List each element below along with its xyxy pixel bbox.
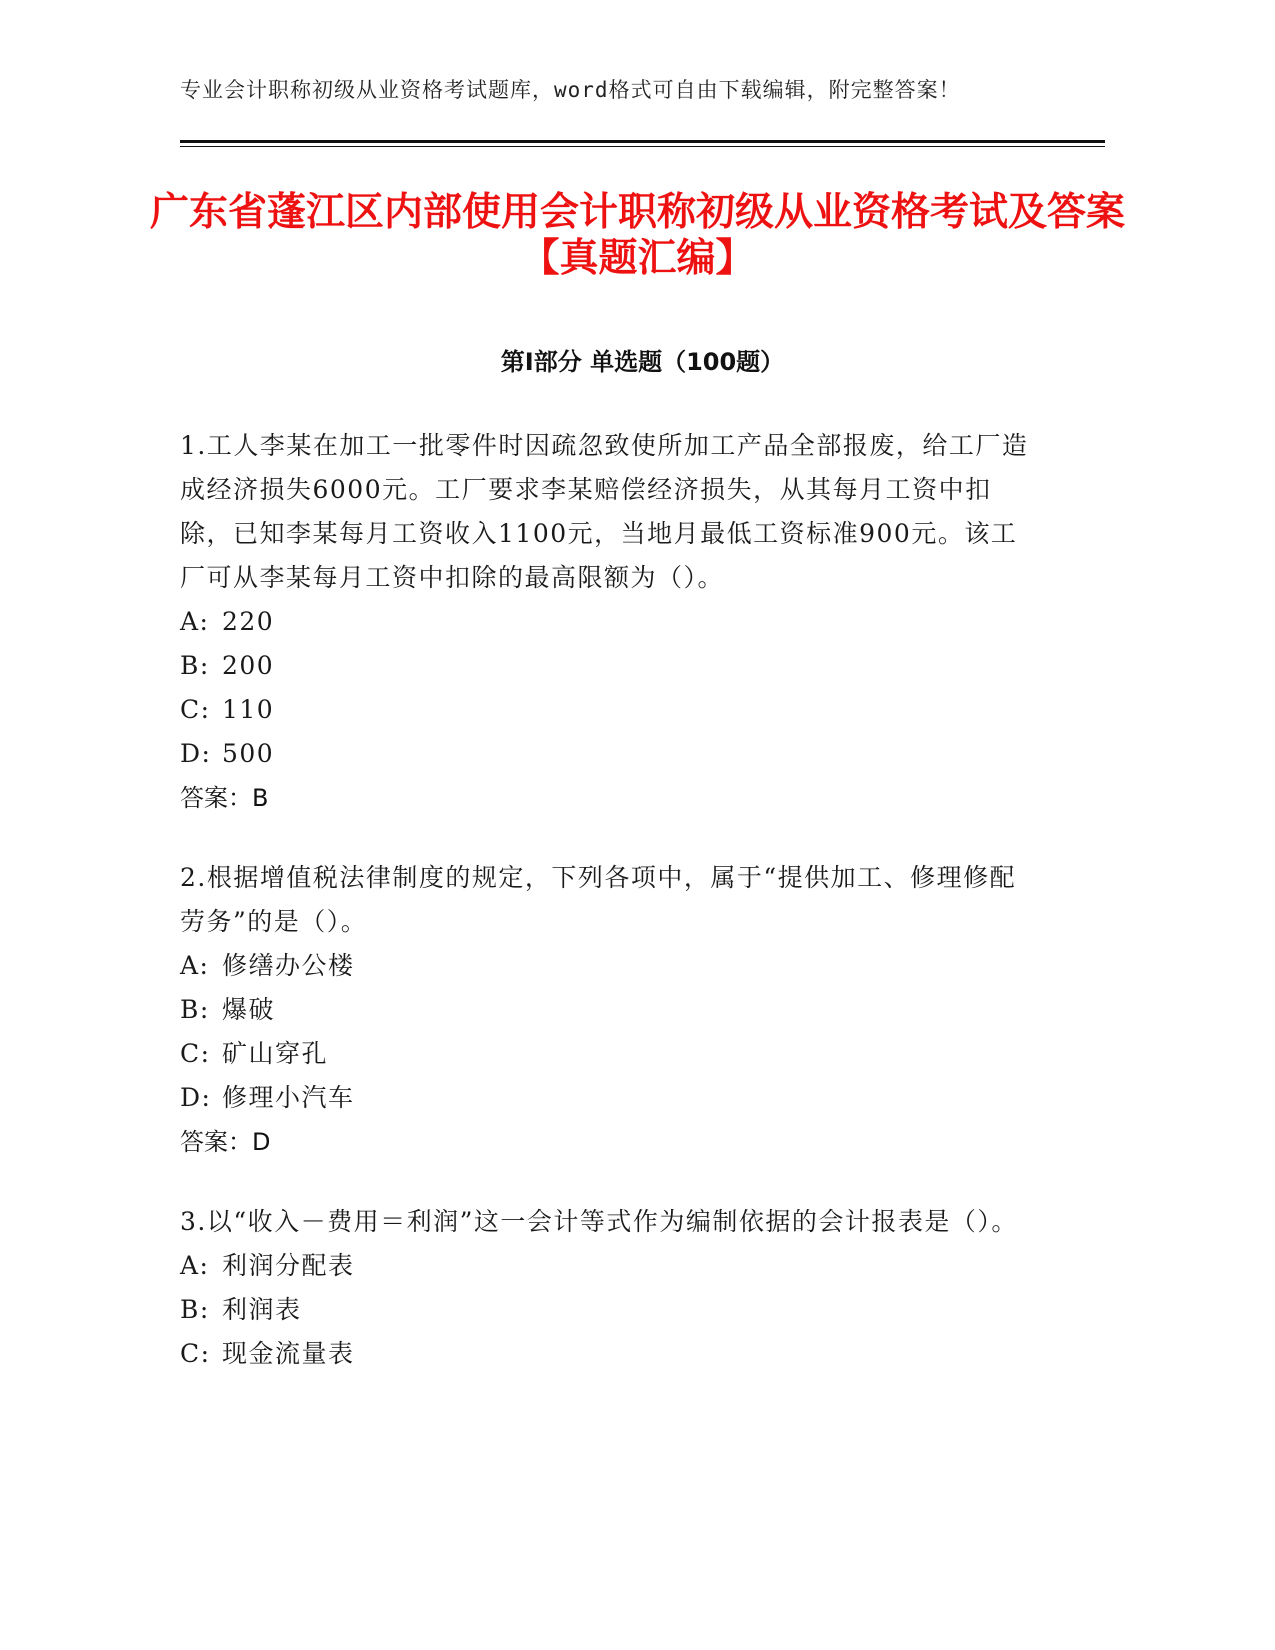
- option-d: [180, 732, 1030, 776]
- option-text: 220: [222, 607, 275, 636]
- option-c: [180, 688, 1030, 732]
- question-stem: 3.以“收入－费用＝利润”这一会计等式作为编制依据的会计报表是（）。: [180, 1207, 1018, 1236]
- option-c: [180, 1332, 1030, 1376]
- option-text: 200: [222, 651, 275, 680]
- option-key: C:: [180, 1039, 211, 1068]
- question-3: [180, 1200, 1030, 1376]
- header-rule-thick: [180, 140, 1105, 143]
- option-text: 现金流量表: [222, 1339, 355, 1368]
- option-text: 110: [222, 695, 275, 724]
- question-list: [180, 424, 1030, 1412]
- question-2: [180, 856, 1030, 1164]
- option-key: B:: [180, 651, 210, 680]
- option-b: [180, 644, 1030, 688]
- option-text: 利润分配表: [222, 1251, 355, 1280]
- option-key: A:: [180, 1251, 210, 1280]
- option-c: [180, 1032, 1030, 1076]
- option-key: A:: [180, 951, 210, 980]
- option-text: 爆破: [222, 995, 276, 1024]
- option-key: C:: [180, 1339, 211, 1368]
- option-a: [180, 1244, 1030, 1288]
- option-d: [180, 1076, 1030, 1120]
- option-key: C:: [180, 695, 211, 724]
- question-1: [180, 424, 1030, 820]
- document-title: 广东省蓬江区内部使用会计职称初级从业资格考试及答案【真题汇编】: [150, 190, 1126, 281]
- option-key: B:: [180, 1295, 210, 1324]
- option-a: [180, 944, 1030, 988]
- option-key: A:: [180, 607, 210, 636]
- option-text: 500: [222, 739, 275, 768]
- option-key: B:: [180, 995, 210, 1024]
- section-title: 第I部分 单选题（100题）: [500, 348, 785, 376]
- option-b: [180, 988, 1030, 1032]
- option-a: [180, 600, 1030, 644]
- question-stem: 2.根据增值税法律制度的规定，下列各项中，属于“提供加工、修理修配劳务”的是（）。: [180, 863, 1017, 936]
- header-note: 专业会计职称初级从业资格考试题库，word格式可自由下载编辑，附完整答案！: [180, 78, 961, 102]
- option-b: [180, 1288, 1030, 1332]
- answer: 答案：D: [180, 1128, 271, 1156]
- header-rule-thin: [180, 146, 1105, 147]
- option-text: 修缮办公楼: [222, 951, 355, 980]
- option-text: 利润表: [222, 1295, 302, 1324]
- answer: 答案：B: [180, 784, 269, 812]
- question-stem: 1.工人李某在加工一批零件时因疏忽致使所加工产品全部报废，给工厂造成经济损失6000元。工厂要求李某赔偿经济损失，从其每月工资中扣除，已知李某每月工资收入1100元，当地月最低工资标准900元。该工厂可从李某每月工资中扣除的最高限额为（）。: [180, 431, 1029, 592]
- option-key: D:: [180, 1083, 212, 1112]
- option-text: 矿山穿孔: [222, 1039, 329, 1068]
- option-key: D:: [180, 739, 212, 768]
- option-text: 修理小汽车: [222, 1083, 355, 1112]
